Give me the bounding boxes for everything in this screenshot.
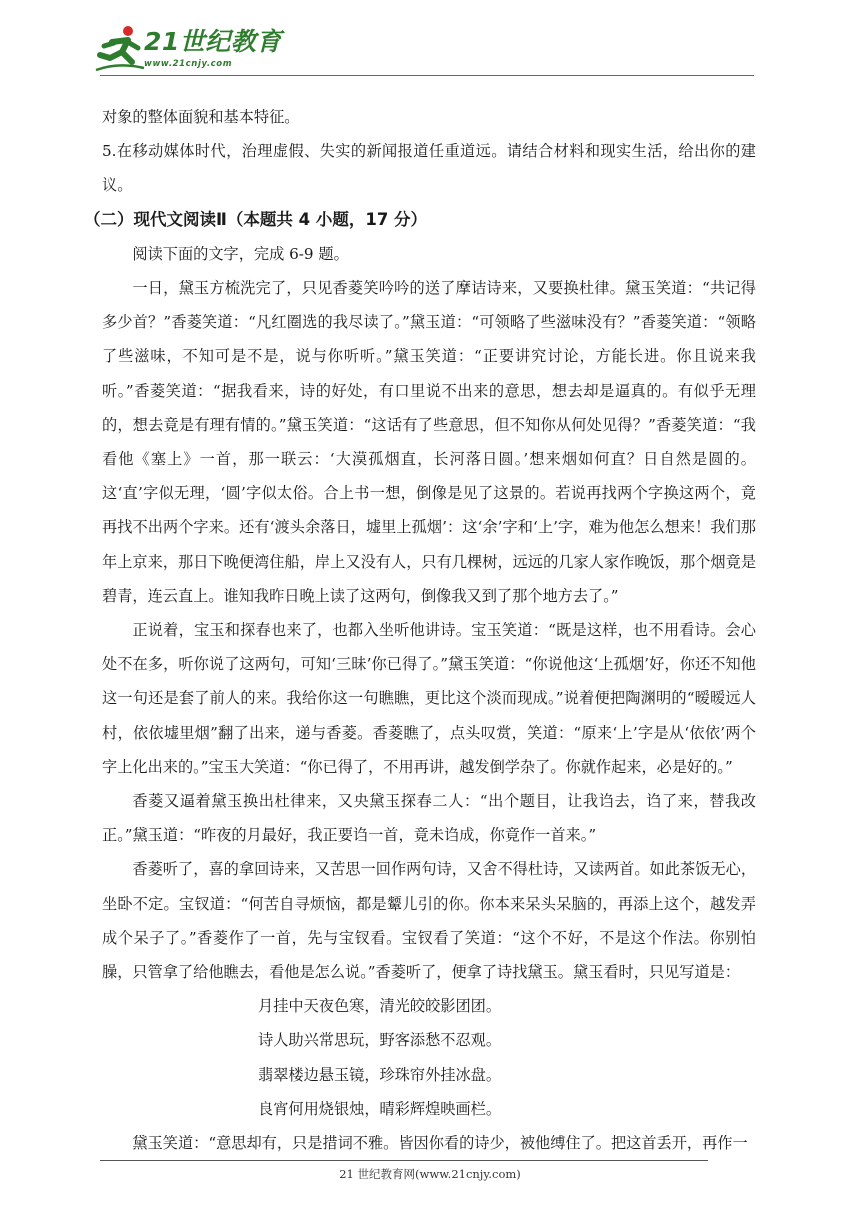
question-5: 5.在移动媒体时代，治理虚假、失实的新闻报道任重道远。请结合材料和现实生活，给出你的建议。	[102, 142, 756, 195]
paragraph-continued: 对象的整体面貌和基本特征。	[102, 108, 300, 126]
page-header	[0, 0, 860, 80]
page-footer: 21 世纪教育网(www.21cnjy.com)	[339, 1167, 521, 1181]
logo-url-text: www.21cnjy.com	[144, 59, 233, 69]
passage-paragraph: 黛玉笑道：“意思却有，只是措词不雅。皆因你看的诗少，被他缚住了。把这首丢开，再作一	[132, 1134, 748, 1153]
passage-paragraph: 一日，黛玉方梳洗完了，只见香菱笑吟吟的送了摩诘诗来，又要换杜律。黛玉笑道：“共记得多少首？”香菱笑道：“凡红圈选的我尽读了。”黛玉道：“可领略了些滋味没有？”香菱笑道：“领略了些滋味，不知可是不是，说与你听听。”黛玉笑道：“正要讲究讨论，方能长进。你且说来我听。”香菱笑道：“据我看来，诗的好处，有口里说不出来的意思，想去却是逼真的。有似乎无理的，想去竟是有理有情的。”黛玉笑道：“这话有了些意思，但不知你从何处见得？”香菱笑道：“我看他《塞上》一首，那一联云：‘大漠孤烟直，长河落日圆。’想来烟如何直？日自然是圆的。这‘直’字似无理，‘圆’字似太俗。合上书一想，倒像是见了这景的。若说再找两个字换这两个，竟再找不出两个字来。还有‘渡头余落日，墟里上孤烟’：这‘余’字和‘上’字，难为他怎么想来！我们那年上京来，那日下晚便湾住船，岸上又没有人，只有几棵树，远远的几家人家作晚饭，那个烟竟是碧青，连云直上。谁知我昨日晚上读了这两句，倒像我又到了那个地方去了。”	[102, 279, 756, 605]
document-body	[84, 100, 756, 1160]
poem-line: 月挂中天夜色寒，清光皎皎影团团。	[258, 997, 501, 1016]
header-divider	[100, 75, 754, 76]
section-title: （二）现代文阅读Ⅱ（本题共 4 小题，17 分）	[84, 209, 428, 229]
site-logo[interactable]	[92, 22, 282, 78]
footer-divider	[100, 1160, 708, 1161]
logo-brand-text: 21世纪教育	[144, 27, 282, 56]
reading-instruction: 阅读下面的文字，完成 6-9 题。	[132, 244, 349, 263]
passage-paragraph: 正说着，宝玉和探春也来了，也都入坐听他讲诗。宝玉笑道：“既是这样，也不用看诗。会心处不在多，听你说了这两句，可知‘三昧’你已得了。”黛玉笑道：“你说他这‘上孤烟’好，你还不知他这一句还是套了前人的来。我给你这一句瞧瞧，更比这个淡而现成。”说着便把陶渊明的“暧暧远人村，依依墟里烟”翻了出来，递与香菱。香菱瞧了，点头叹赏，笑道：“原来‘上’字是从‘依依’两个字上化出来的。”宝玉大笑道：“你已得了，不用再讲，越发倒学杂了。你就作起来，必是好的。”	[102, 621, 756, 776]
poem-line: 良宵何用烧银烛，晴彩辉煌映画栏。	[258, 1099, 501, 1118]
poem-line: 诗人助兴常思玩，野客添愁不忍观。	[258, 1031, 501, 1050]
passage-paragraph: 香菱听了，喜的拿回诗来，又苦思一回作两句诗，又舍不得杜诗，又读两首。如此茶饭无心，坐卧不定。宝钗道：“何苦自寻烦恼，都是颦儿引的你。你本来呆头呆脑的，再添上这个，越发弄成个呆子了。”香菱作了一首，先与宝钗看。宝钗看了笑道：“这个不好，不是这个作法。你别怕臊，只管拿了给他瞧去，看他是怎么说。”香菱听了，便拿了诗找黛玉。黛玉看时，只见写道是：	[102, 860, 756, 982]
passage-paragraph: 香菱又逼着黛玉换出杜律来，又央黛玉探春二人：“出个题目，让我诌去，诌了来，替我改正。”黛玉道：“昨夜的月最好，我正要诌一首，竟未诌成，你竟作一首来。”	[102, 792, 756, 845]
running-figure-icon	[92, 22, 146, 76]
poem-line: 翡翠楼边悬玉镜，珍珠帘外挂冰盘。	[258, 1065, 501, 1084]
